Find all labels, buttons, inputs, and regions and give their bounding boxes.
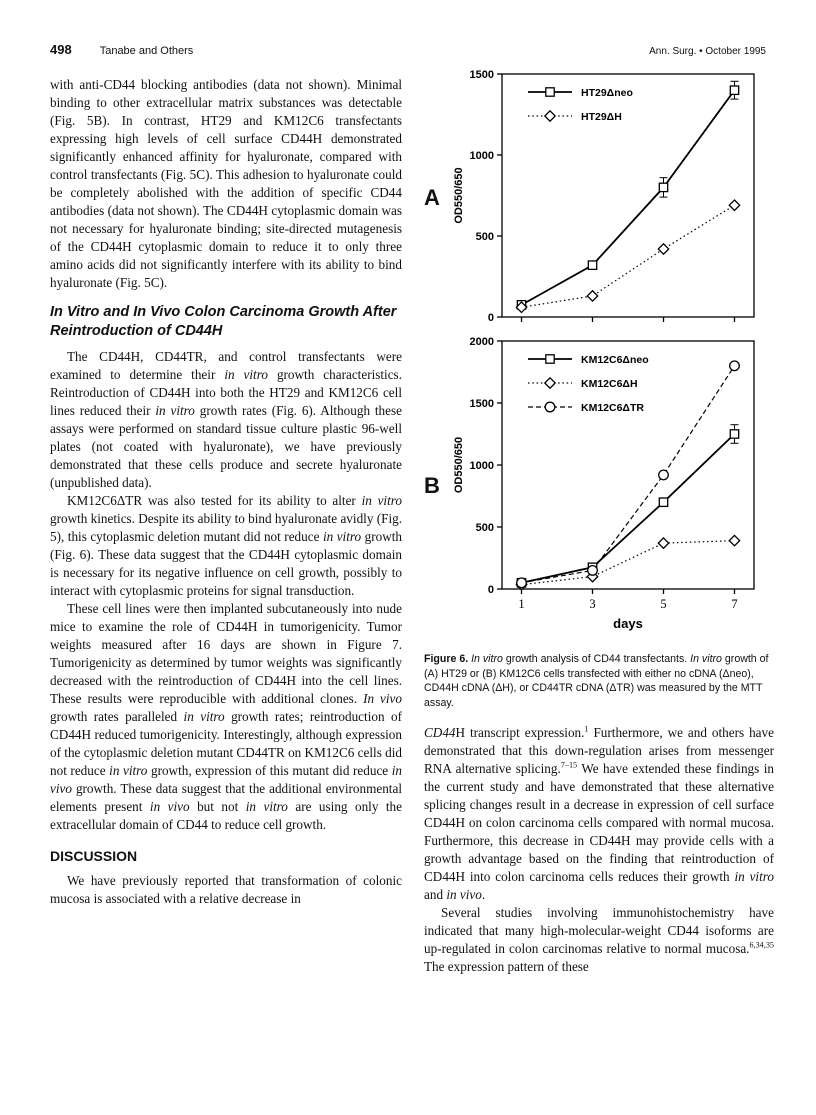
svg-text:OD550/650: OD550/650 — [453, 436, 465, 494]
paragraph: These cell lines were then implanted subcutaneously into nude mice to examine the role of CD44H in tumorigenicity. Tumor weights measured after 16 days are shown in Figure 7. Tumorigenicity as determined by tumor weights was significantly decreased with the reintroduction of CD44H into the cell lines. These results were reproducible with additional clones. In vivo growth rates paralleled in vitro growth rates; reintroduction of CD44H reduced tumorigenicity. Interestingly, although expression of the cytoplasmic deletion mutant CD44TR on KM12C6 cells did not reduce in vitro growth, expression of this mutant did reduce in vivo growth. These data suggest that the additional environmental elements present in vivo but not in vitro are using only the extracellular domain of CD44 to reduce cell growth. — [50, 601, 403, 832]
svg-text:OD550/650: OD550/650 — [453, 167, 465, 224]
journal-info: Ann. Surg. • October 1995 — [649, 46, 766, 57]
growth-chart-b — [450, 331, 772, 640]
header-left — [50, 42, 193, 57]
svg-text:5: 5 — [660, 597, 667, 611]
line-chart-svg — [450, 64, 772, 326]
svg-text:1: 1 — [518, 597, 525, 611]
svg-text:KM12C6Δneo: KM12C6Δneo — [581, 353, 649, 366]
svg-text:1500: 1500 — [469, 68, 494, 81]
paragraph: with anti-CD44 blocking antibodies (data not shown). Minimal binding to other extracellular matrix substances was detectable (Fig. 5B). In contrast, HT29 and KM12C6 transfectants expressing high levels of cell surface CD44H demonstrated significantly enhanced affinity for hyaluronate, compared with control transfectants (Fig. 5C). This adhesion to hyaluronate could be completely abolished with the addition of specific CD44 antibodies (data not shown). The CD44H cytoplasmic domain was not necessary for hyaluronate binding; site-directed mutagenesis of the CD44H cytoplasmic domain to reduce it to only three amino acids did not significantly interfere with its ability to bind hyaluronate (Fig. 5C). — [50, 77, 402, 290]
line-chart-svg — [450, 331, 772, 635]
svg-text:1500: 1500 — [469, 397, 494, 410]
svg-text:500: 500 — [475, 521, 494, 534]
paragraph: KM12C6ΔTR was also tested for its ability to alter in vitro growth kinetics. Despite its ability to bind hyaluronate avidly (Fig. 5), this cytoplasmic deletion mutant did not reduce in vitro growth (Fig. 6). These data suggest that the CD44H cytoplasmic domain is necessary for its negative influence on cell growth, possibly to interact with cytoplasmic proteins for signal transduction. — [50, 493, 402, 598]
svg-text:3: 3 — [589, 597, 596, 611]
paragraph: The CD44H, CD44TR, and control transfectants were examined to determine their in vitro growth characteristics. Reintroduction of CD44H into both the HT29 and KM12C6 cell lines reduced their in vitro growth rates (Fig. 6). Although these assays were performed on standard tissue culture plastic 96-well plates (not coated with hyaluronate), we have previously demonstrated that these cells produce and secrete hyaluronate (unpublished data). — [50, 349, 402, 490]
paragraph: Several studies involving immunohistochemistry have indicated that many high-molecular-weight CD44 isoforms are up-regulated in colon carcinomas relative to normal mucosa.$^{6,34,35}$ The expression pattern of these — [424, 905, 774, 974]
right-column — [424, 64, 774, 976]
svg-text:days: days — [613, 616, 643, 631]
svg-text:7: 7 — [731, 597, 738, 611]
discussion-heading: DISCUSSION — [50, 848, 138, 864]
growth-chart-a — [450, 64, 772, 331]
panel-a-label: A — [424, 184, 440, 210]
svg-text:HT29Δneo: HT29Δneo — [581, 86, 633, 99]
right-column-text — [424, 724, 774, 976]
figure-6 — [424, 64, 774, 710]
panel-a-row — [424, 64, 774, 331]
svg-text:HT29ΔH: HT29ΔH — [581, 110, 622, 123]
figure-caption: Figure 6. In vitro growth analysis of CD44 transfectants. In vitro growth of (A) HT29 or (B) KM12C6 cells transfected with either no cDNA (Δneo), CD44H cDNA (ΔH), or CD44TR cDNA (ΔTR) was measured by the MTT assay. — [424, 653, 769, 709]
running-title: Tanabe and Others — [99, 45, 194, 57]
section-heading: In Vitro and In Vivo Colon Carcinoma Growth After Reintroduction of CD44H — [50, 304, 397, 339]
svg-text:KM12C6ΔTR: KM12C6ΔTR — [581, 401, 644, 414]
panel-b-label: B — [424, 472, 440, 498]
svg-text:0: 0 — [487, 311, 494, 324]
svg-text:KM12C6ΔH: KM12C6ΔH — [581, 377, 638, 390]
paragraph: CD44H transcript expression.$^1$ Furthermore, we and others have demonstrated that this down-regulation arises from messenger RNA alternative splicing.$^{7-15}$ We have extended these findings in the current study and have demonstrated that these alternative splicing changes result in a decrease in expression of cell surface CD44H on colon carcinoma cells compared with normal mucosa. Furthermore, this decrease in CD44H may provide cells with a growth advantage based on the finding that reintroduction of CD44H into colon carcinoma cells reduces their growth in vitro and in vivo. — [424, 724, 774, 902]
panel-b-row — [424, 331, 774, 640]
page-header — [50, 42, 766, 57]
left-column — [50, 76, 402, 908]
svg-text:1000: 1000 — [469, 149, 494, 162]
svg-text:1000: 1000 — [469, 459, 494, 472]
page-number: 498 — [50, 42, 72, 57]
svg-text:0: 0 — [487, 583, 494, 596]
svg-text:2000: 2000 — [469, 335, 494, 348]
svg-text:500: 500 — [475, 230, 494, 243]
paragraph: We have previously reported that transformation of colonic mucosa is associated with a relative decrease in — [50, 873, 402, 906]
